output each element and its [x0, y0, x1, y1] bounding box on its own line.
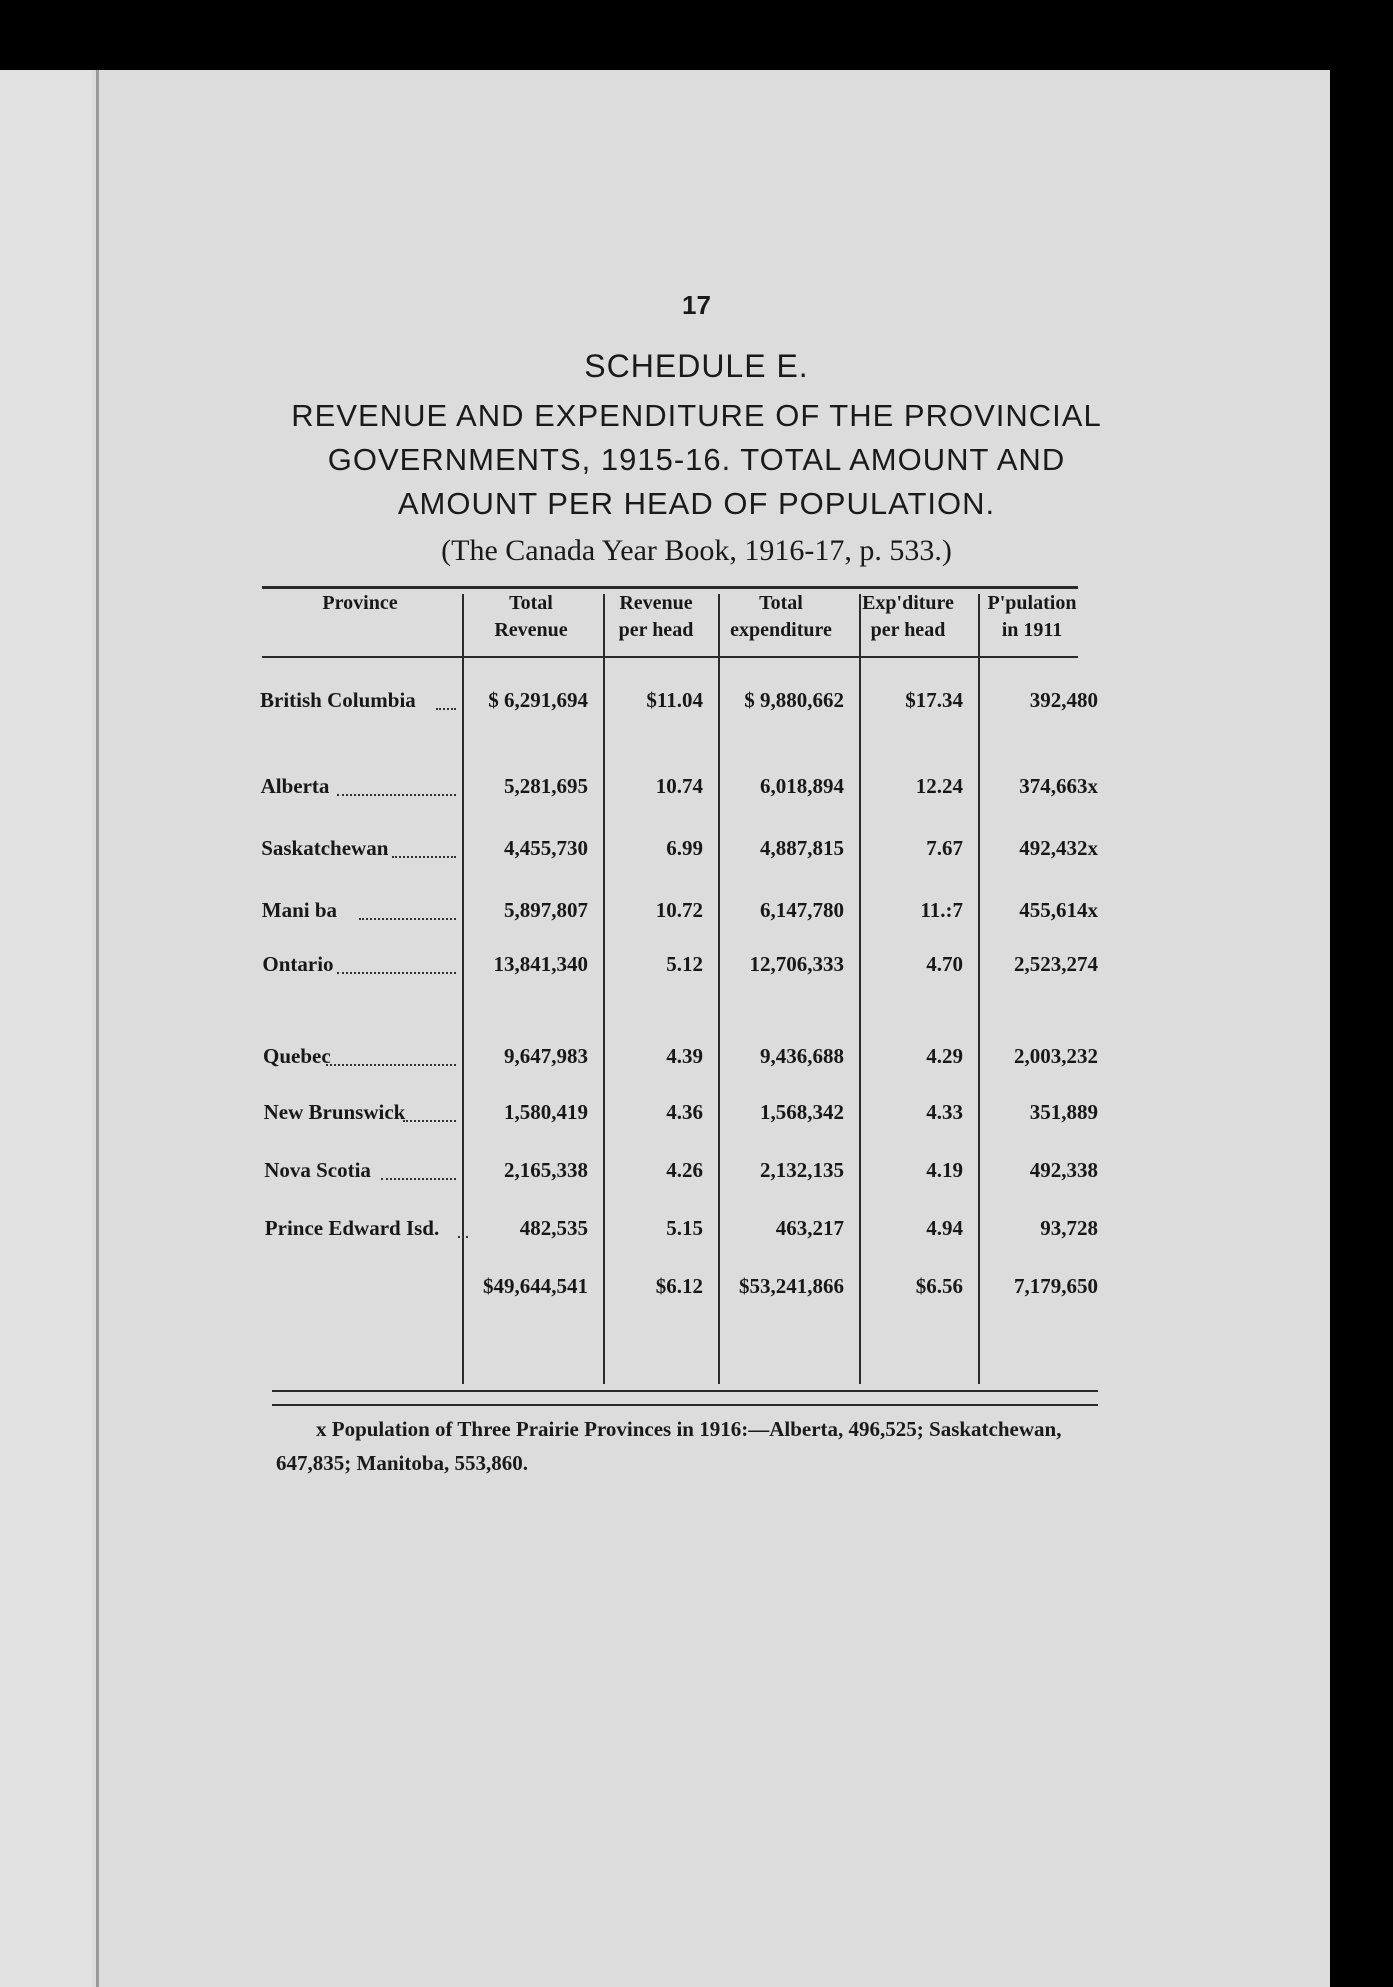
leader-dots [337, 794, 456, 796]
column-header [602, 590, 710, 644]
table-cell-province: Nova Scotia [264, 1158, 371, 1182]
table-cell: 6.99 [666, 836, 703, 860]
table-cell: 4.33 [926, 1100, 963, 1124]
table-cell-province: Ontario [262, 952, 334, 976]
table-cell: 455,614x [1019, 898, 1098, 922]
table-cell-province: New Brunswick [263, 1100, 406, 1124]
table-cell: 4.94 [926, 1216, 963, 1240]
schedule-title: SCHEDULE E. [584, 348, 809, 384]
column-header-line: expenditure [730, 619, 832, 641]
table-cell: 10.74 [655, 774, 703, 798]
title-line-3: AMOUNT PER HEAD OF POPULATION. [397, 486, 996, 521]
table-bottom-rule-2 [272, 1404, 1098, 1406]
table-cell: 4.70 [926, 952, 963, 976]
column-divider [603, 594, 605, 1384]
table-cell-province: Saskatchewan [261, 836, 389, 860]
table-cell: $11.04 [646, 688, 703, 712]
table-cell: 12,706,333 [749, 952, 844, 976]
table-cell-province: British Columbia [260, 688, 416, 712]
leader-dots [326, 1064, 456, 1066]
table-cell: 5.15 [666, 1216, 703, 1240]
table-cell: 4.36 [666, 1100, 703, 1124]
table-cell: $49,644,541 [483, 1274, 588, 1298]
table-cell: 93,728 [1040, 1216, 1098, 1240]
column-header [260, 590, 460, 617]
column-header-line: Total [759, 592, 803, 614]
table-cell: 4,887,815 [760, 836, 844, 860]
table-cell: 4.39 [666, 1044, 703, 1068]
column-header-line: Province [322, 592, 398, 614]
table-cell: 5,281,695 [504, 774, 588, 798]
footnote: x Population of Three Prairie Provinces in 1916:—Alberta, 496,525; Saskatchewan, 647,835; Manitoba, 553,860. [276, 1417, 1062, 1475]
leader-dots [436, 708, 456, 710]
column-header-line: Revenue [619, 592, 693, 614]
column-header [968, 590, 1096, 644]
table-cell: $ 6,291,694 [488, 688, 588, 712]
table-cell-province: Mani ba [261, 898, 338, 922]
leader-dots [381, 1178, 456, 1180]
column-header-line: Total [509, 592, 553, 614]
table-cell: 2,132,135 [760, 1158, 844, 1182]
column-header-line: Revenue [494, 619, 568, 641]
column-divider [718, 594, 720, 1384]
title-line-2: GOVERNMENTS, 1915-16. TOTAL AMOUNT AND [327, 442, 1066, 477]
table-cell: 392,480 [1029, 688, 1098, 712]
table-cell: 492,338 [1029, 1158, 1098, 1182]
table-cell: 482,535 [519, 1216, 588, 1240]
table-cell: 6,018,894 [760, 774, 844, 798]
column-header-line: per head [618, 619, 694, 641]
table-cell: $17.34 [905, 688, 963, 712]
table-cell-province: Prince Edward Isd. [264, 1216, 440, 1240]
table-cell: $6.12 [655, 1274, 703, 1298]
table-cell: 5.12 [666, 952, 703, 976]
table-cell: 1,568,342 [760, 1100, 844, 1124]
table-cell: 4.26 [666, 1158, 703, 1182]
table-cell: 463,217 [775, 1216, 844, 1240]
column-header [464, 590, 598, 644]
table-cell: 4,455,730 [504, 836, 588, 860]
column-header [852, 590, 964, 644]
table-cell: 351,889 [1029, 1100, 1098, 1124]
leader-dots [403, 1120, 456, 1122]
table-top-rule [262, 586, 1078, 589]
table-cell: 374,663x [1019, 774, 1098, 798]
table-cell: 7,179,650 [1014, 1274, 1098, 1298]
table-cell: 2,003,232 [1014, 1044, 1098, 1068]
table-cell: 2,165,338 [504, 1158, 588, 1182]
table-cell: $6.56 [915, 1274, 963, 1298]
table-cell: 13,841,340 [493, 952, 588, 976]
table-bottom-rule [272, 1390, 1098, 1392]
table-cell-province: Alberta [260, 774, 330, 798]
column-header [714, 590, 848, 644]
column-divider [978, 594, 980, 1384]
page-number: 17 [682, 290, 711, 320]
table-cell: $53,241,866 [739, 1274, 844, 1298]
column-header-line: P'pulation [987, 592, 1077, 614]
table-cell: 2,523,274 [1014, 952, 1098, 976]
leader-dots [337, 972, 456, 974]
column-divider [462, 594, 464, 1384]
column-header-line: in 1911 [1001, 619, 1063, 641]
column-header-line: Exp'diture [862, 592, 954, 614]
leader-dots [392, 856, 456, 858]
table-cell: 1,580,419 [504, 1100, 588, 1124]
table-cell: 7.67 [926, 836, 963, 860]
table-cell: 11.:7 [920, 898, 963, 922]
table-cell: 4.29 [926, 1044, 963, 1068]
table-cell: 6,147,780 [760, 898, 844, 922]
table-cell: 5,897,807 [504, 898, 588, 922]
table-cell: 9,647,983 [504, 1044, 588, 1068]
table-cell: 492,432x [1019, 836, 1098, 860]
table-header-rule [262, 656, 1078, 658]
leader-dots [359, 918, 456, 920]
table-cell: 12.24 [915, 774, 963, 798]
source-citation: (The Canada Year Book, 1916-17, p. 533.) [441, 534, 952, 567]
column-divider [859, 594, 861, 1384]
table-cell: 9,436,688 [760, 1044, 844, 1068]
table-cell-province: Quebec [263, 1044, 331, 1068]
table-cell: 4.19 [926, 1158, 963, 1182]
table-cell: 10.72 [655, 898, 703, 922]
table-cell: $ 9,880,662 [744, 688, 844, 712]
title-line-1: REVENUE AND EXPENDITURE OF THE PROVINCIAL [291, 398, 1102, 433]
column-header-line: per head [870, 619, 946, 641]
